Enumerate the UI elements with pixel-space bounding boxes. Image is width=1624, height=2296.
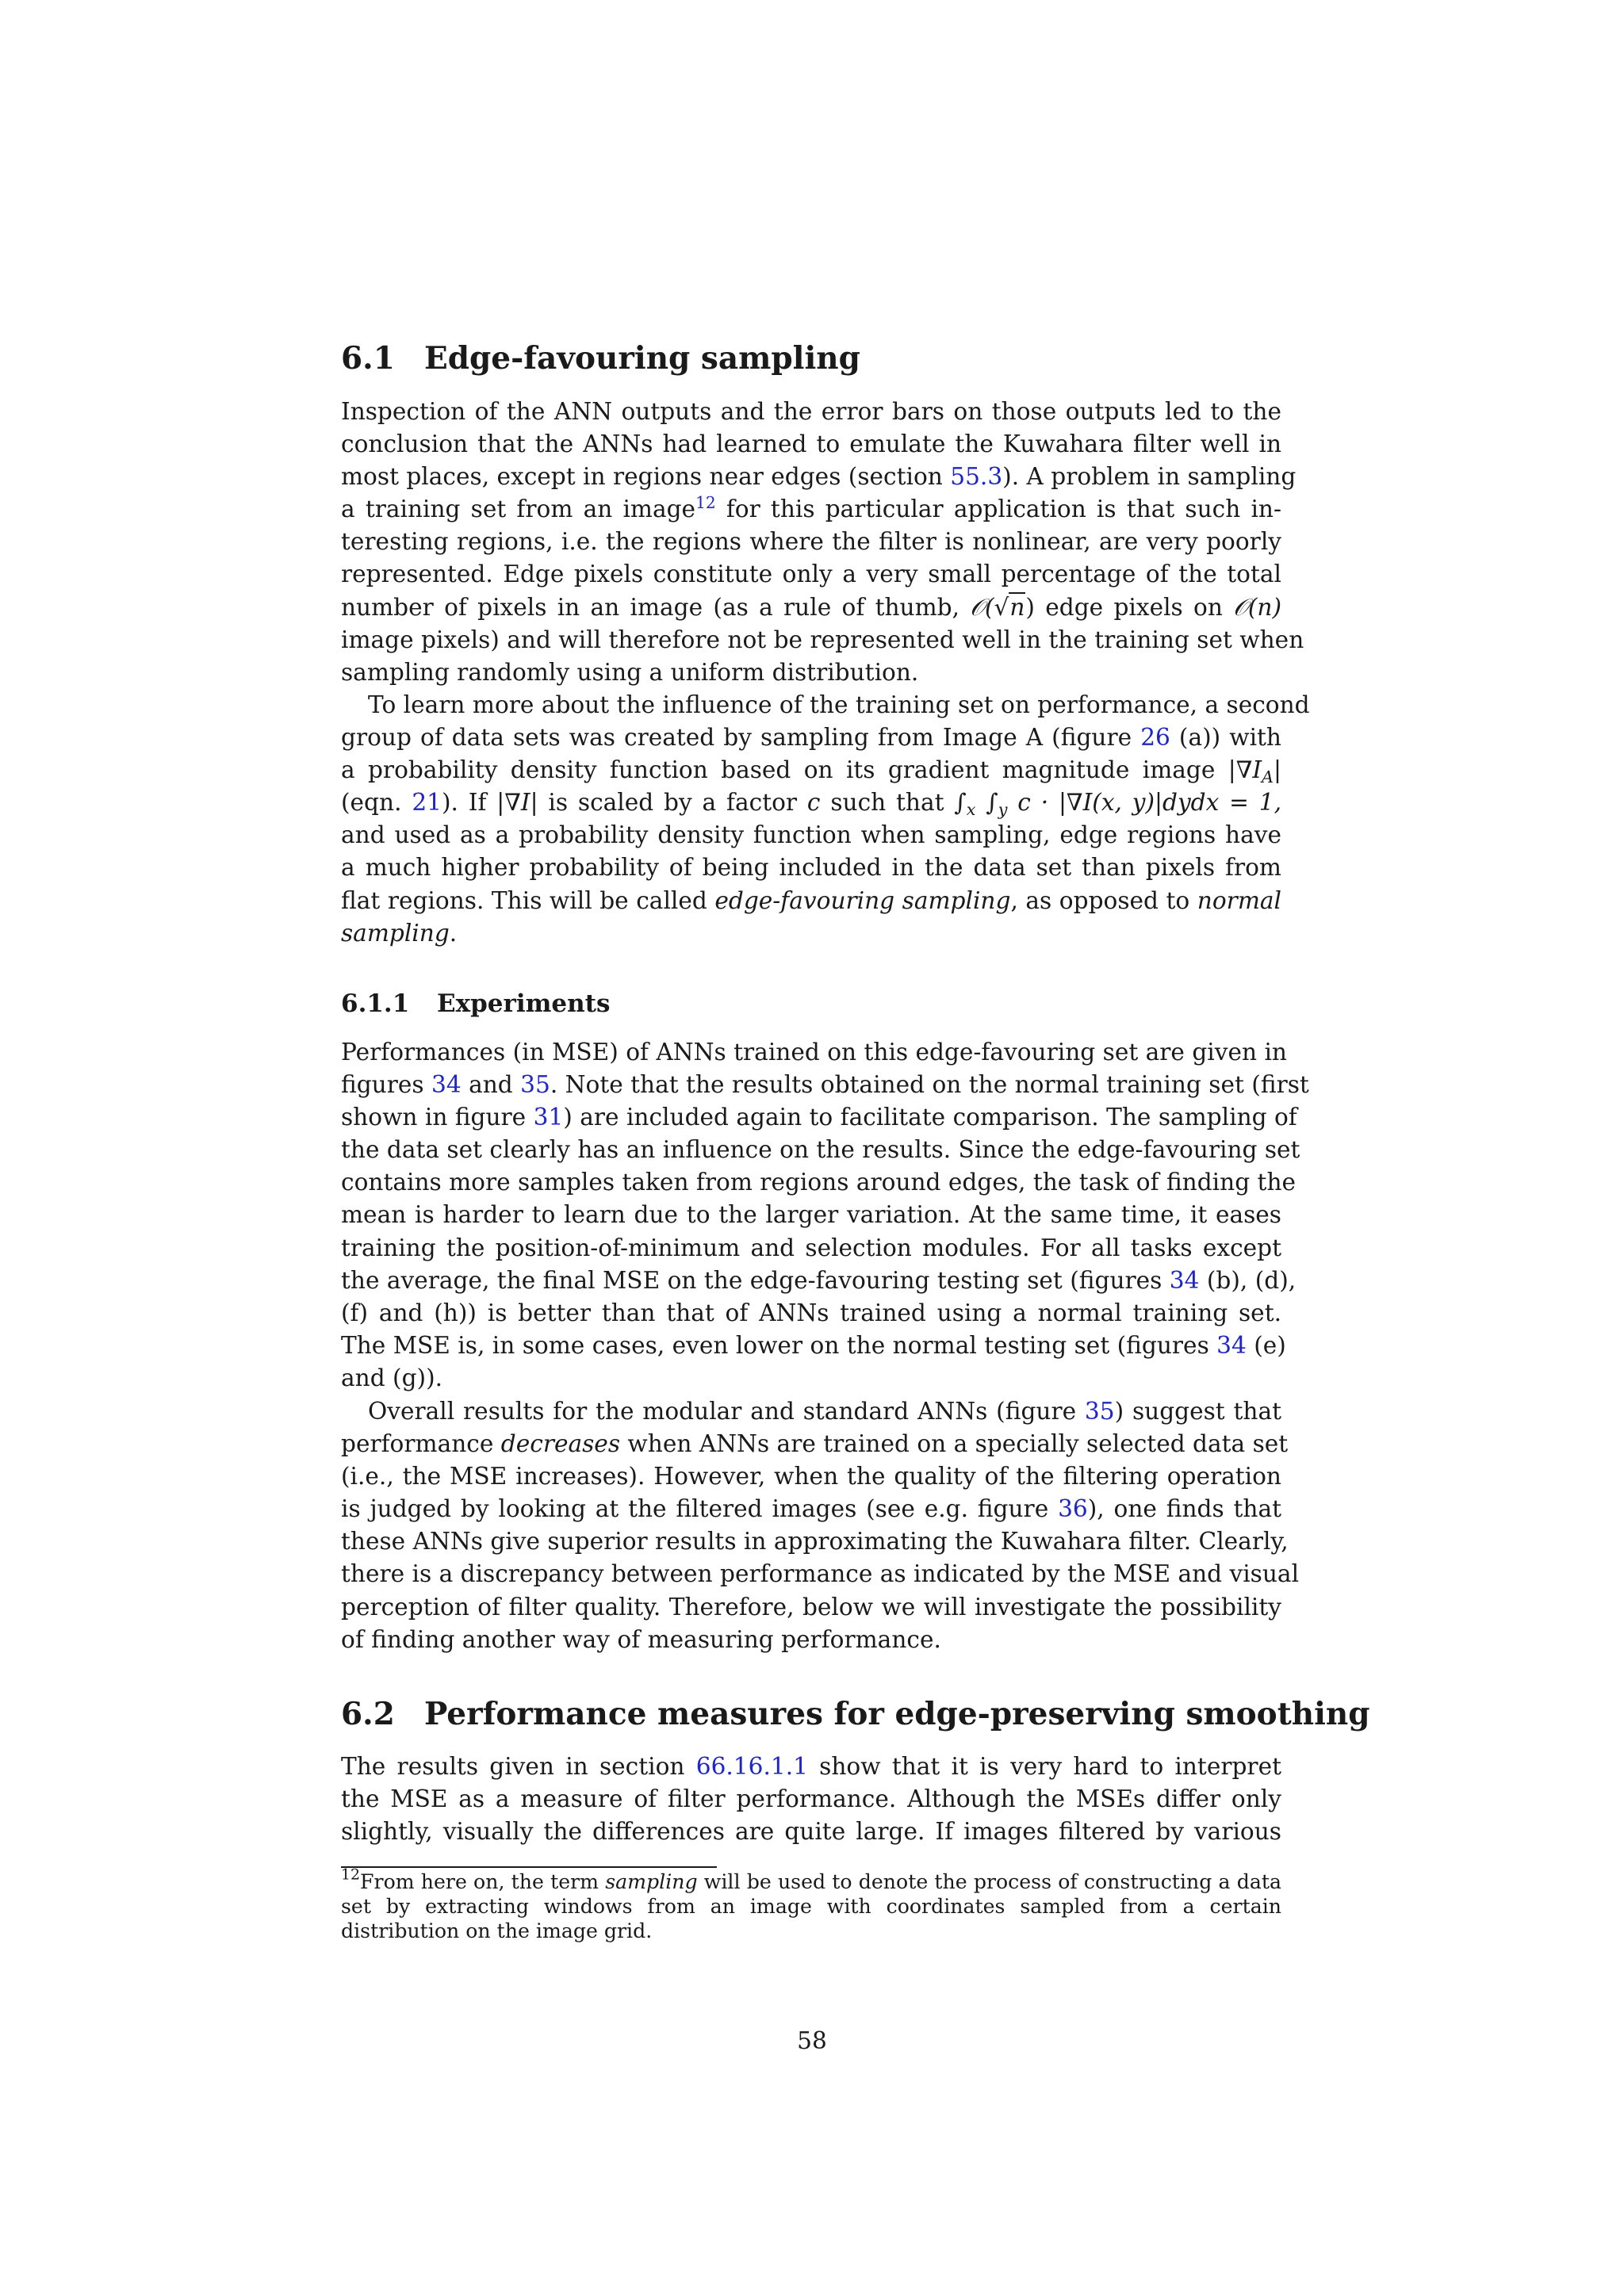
text-line: represented. Edge pixels constitute only a very small percentage of the total xyxy=(341,561,1281,588)
text-line: image pixels) and will therefore not be represented well in the training set when xyxy=(341,626,1304,653)
paragraph-performance-measures xyxy=(341,1751,1281,1848)
figure-ref-link[interactable]: 34 xyxy=(1169,1266,1200,1294)
footnote-text: From here on, the term xyxy=(360,1870,606,1893)
text-line: To learn more about the influence of the training set on performance, a second xyxy=(368,691,1310,718)
section-number: 6.1 xyxy=(341,340,395,377)
section-heading-6-1 xyxy=(341,339,1285,377)
text-line: Overall results for the modular and standard ANNs (figure 35) suggest that xyxy=(368,1398,1281,1425)
text-line: sampling randomly using a uniform distribution. xyxy=(341,658,919,686)
text-line: mean is harder to learn due to the larger variation. At the same time, it eases xyxy=(341,1201,1281,1229)
footnote-mark: 12 xyxy=(341,1866,361,1884)
text-line: sampling. xyxy=(341,919,458,947)
section-number: 6.2 xyxy=(341,1696,395,1732)
text-line: perception of filter quality. Therefore, below we will investigate the possibility xyxy=(341,1593,1281,1621)
text-line: Performances (in MSE) of ANNs trained on this edge-favouring set are given in xyxy=(341,1039,1287,1066)
text-line: a much higher probability of being included in the data set than pixels from xyxy=(341,854,1281,882)
math-inline: |∇I| xyxy=(496,789,538,817)
subsection-heading-6-1-1 xyxy=(341,988,610,1020)
text-line: group of data sets was created by sampling from Image A (figure 26 (a)) with xyxy=(341,724,1281,752)
paragraph-6-1-sampling xyxy=(341,689,1310,950)
subsection-title: Experiments xyxy=(437,989,611,1018)
text-line: performance decreases when ANNs are trained on a specially selected data set xyxy=(341,1430,1289,1458)
section-heading-6-2 xyxy=(341,1695,1370,1733)
text-line: of finding another way of measuring performance. xyxy=(341,1625,941,1653)
paragraph-overall-results xyxy=(341,1395,1300,1656)
text-line: the data set clearly has an influence on the results. Since the edge-favouring set xyxy=(341,1136,1300,1164)
text-line: the MSE as a measure of filter performance. Although the MSEs differ only xyxy=(341,1785,1281,1813)
paragraph-experiments xyxy=(341,1036,1309,1395)
math-big-o-n: 𝒪(n) xyxy=(1233,593,1281,621)
text-line: conclusion that the ANNs had learned to emulate the Kuwahara filter well in xyxy=(341,430,1281,458)
page-number: 58 xyxy=(797,2027,827,2054)
text-line: and used as a probability density function when sampling, edge regions have xyxy=(341,821,1281,849)
math-double-integral: $\int_x$ $\int_y$ c · |∇I(x, y)|dydx = 1, xyxy=(954,789,1281,820)
text-line: slightly, visually the differences are quite large. If images filtered by various xyxy=(341,1818,1281,1846)
section-ref-link[interactable]: 66.16.1.1 xyxy=(695,1753,808,1780)
figure-ref-link[interactable]: 34 xyxy=(431,1071,462,1099)
text-line: Inspection of the ANN outputs and the error bars on those outputs led to the xyxy=(341,398,1281,425)
text-line: contains more samples taken from regions around edges, the task of finding the xyxy=(341,1169,1297,1196)
text-line: teresting regions, i.e. the regions where the filter is nonlinear, are very poorly xyxy=(341,528,1281,556)
footnote-ref-link[interactable]: 12 xyxy=(695,493,716,513)
figure-ref-link[interactable]: 35 xyxy=(1084,1398,1115,1425)
text-line: shown in figure 31) are included again to facilitate comparison. The sampling of xyxy=(341,1104,1297,1131)
section-ref-link[interactable]: 55.3 xyxy=(950,463,1003,491)
text-line: flat regions. This will be called edge-favouring sampling, as opposed to normal xyxy=(341,886,1281,914)
footnote-text: will be used to denote the process of constructing a data set by extracting windows from an image with coordinates sampled from a certain distribution on the image grid. xyxy=(341,1870,1281,1942)
text-line: these ANNs give superior results in approximating the Kuwahara filter. Clearly, xyxy=(341,1528,1289,1556)
paragraph-6-1-intro xyxy=(341,396,1304,689)
text-line: number of pixels in an image (as a rule of thumb, 𝒪(√n) edge pixels on 𝒪(n) xyxy=(341,593,1281,621)
figure-ref-link[interactable]: 36 xyxy=(1058,1495,1088,1523)
text-line: (f) and (h)) is better than that of ANNs trained using a normal training set. xyxy=(341,1299,1281,1326)
equation-ref-link[interactable]: 21 xyxy=(412,789,442,817)
footnote-emphasis: sampling xyxy=(605,1870,698,1893)
footnote-divider xyxy=(341,1866,717,1868)
text-line: a training set from an image$^{12}$ for this particular application is that such in- xyxy=(341,493,1281,523)
subsection-number: 6.1.1 xyxy=(341,989,410,1018)
figure-ref-link[interactable]: 31 xyxy=(533,1104,564,1131)
text-line: most places, except in regions near edges (section 55.3). A problem in sampling xyxy=(341,463,1297,491)
section-title: Performance measures for edge-preserving smoothing xyxy=(424,1696,1370,1732)
text-line: The results given in section 66.16.1.1 show that it is very hard to interpret xyxy=(341,1753,1281,1780)
text-line: there is a discrepancy between performance as indicated by the MSE and visual xyxy=(341,1560,1300,1588)
figure-ref-link[interactable]: 26 xyxy=(1140,724,1170,752)
text-line: a probability density function based on its gradient magnitude image $|\nabla I_A|$ xyxy=(341,756,1281,787)
text-line: (eqn. 21). If |∇I| is scaled by a factor c such that $\int_x$ $\int_y$ c · |∇I(x, y)|dydx = 1, xyxy=(341,789,1281,820)
math-inline: c xyxy=(806,789,821,817)
footnote-12 xyxy=(341,1866,1281,1943)
text-line: The MSE is, in some cases, even lower on the normal testing set (figures 34 (e) xyxy=(341,1331,1286,1359)
text-line: is judged by looking at the filtered images (see e.g. figure 36), one finds that xyxy=(341,1495,1282,1523)
figure-ref-link[interactable]: 34 xyxy=(1216,1331,1247,1359)
text-line: training the position-of-minimum and selection modules. For all tasks except xyxy=(341,1234,1281,1261)
math-gradient-magnitude: $|\nabla I_A|$ xyxy=(1228,756,1281,787)
figure-ref-link[interactable]: 35 xyxy=(520,1071,550,1099)
math-big-o-sqrt: 𝒪(√n) xyxy=(970,593,1035,621)
text-line: figures 34 and 35. Note that the results obtained on the normal training set (first xyxy=(341,1071,1309,1099)
text-line: (i.e., the MSE increases). However, when the quality of the filtering operation xyxy=(341,1463,1281,1490)
section-title: Edge-favouring sampling xyxy=(424,340,860,377)
text-line: and (g)). xyxy=(341,1364,443,1391)
text-line: the average, the final MSE on the edge-favouring testing set (figures 34 (b), (d), xyxy=(341,1266,1297,1294)
